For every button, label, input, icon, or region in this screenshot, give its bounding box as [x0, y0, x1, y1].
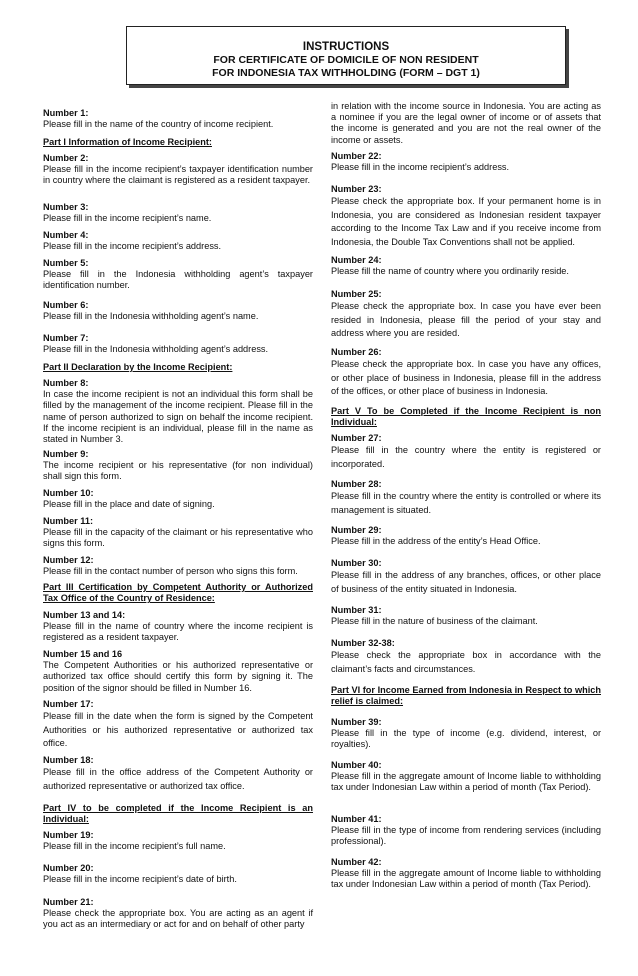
instruction-text: Please fill in the income recipient’s taxpayer identification number in country where the claimant is registered as a resident taxpayer.: [43, 164, 313, 186]
instruction-text: Please fill in the name of the country of income recipient.: [43, 119, 274, 130]
instruction-number-5: [43, 258, 313, 292]
instruction-text: Please fill in the income recipient’s address.: [331, 162, 510, 173]
instruction-text: Please fill in the contact number of person who signs this form.: [43, 566, 298, 577]
instruction-text: Please fill in the nature of business of the claimant.: [331, 616, 538, 627]
instruction-number-39: [331, 717, 601, 751]
instruction-number-7: [43, 333, 313, 355]
instruction-number-17: [43, 699, 313, 751]
instruction-number: Number 2:: [43, 153, 89, 163]
instruction-number-6: [43, 300, 313, 322]
instruction-number-2: [43, 153, 313, 187]
instruction-text: Please fill in the date when the form is signed by the Competent Authorities or his authorized representative or authorized tax office.: [43, 711, 313, 749]
header-subtitle-1: FOR CERTIFICATE OF DOMICILE OF NON RESIDENT: [213, 54, 479, 66]
instruction-text: Please fill in the Indonesia withholding agent’s address.: [43, 344, 269, 355]
instruction-number: Number 15 and 16: [43, 649, 123, 659]
instruction-text: Please fill in the capacity of the claimant or his representative who signs this form.: [43, 527, 313, 549]
instruction-number: Number 27:: [331, 433, 382, 443]
instruction-text: Please fill in the type of income from rendering services (including professional).: [331, 825, 601, 847]
instruction-number-27: [331, 433, 601, 471]
instruction-number-41: [331, 814, 601, 848]
instruction-number: Number 1:: [43, 108, 89, 118]
instruction-text: Please fill in the country where the entity is controlled or where its management is situated.: [331, 491, 601, 515]
instruction-number-21: [43, 897, 313, 931]
instruction-text: Please fill in the country where the entity is registered or incorporated.: [331, 445, 601, 469]
instruction-number-42: [331, 857, 601, 891]
instruction-number: Number 12:: [43, 555, 94, 565]
instruction-number-1: [43, 108, 313, 130]
instruction-text: Please fill in the aggregate amount of Income liable to withholding tax under Indonesian Law within a period of month (Tax Period).: [331, 868, 601, 890]
header-title: INSTRUCTIONS: [302, 41, 390, 53]
instruction-text: Please fill in the office address of the Competent Authority or authorized representative or authorized tax office.: [43, 767, 313, 791]
instruction-text: Please fill in the name of country where the income recipient is registered as a resident taxpayer.: [43, 621, 313, 643]
instruction-number-26: [331, 347, 601, 399]
instruction-number-9: [43, 449, 313, 483]
instruction-number: Number 22:: [331, 151, 382, 161]
instruction-number: Number 7:: [43, 333, 89, 343]
instruction-text: The income recipient or his representative (for non individual) shall sign this form.: [43, 460, 313, 482]
instruction-number: Number 13 and 14:: [43, 610, 126, 620]
instruction-text: Please check the appropriate box. In case you have any offices, or other place of business in Indonesia, please fill in the address of the offices, or other place of business in Indonesia.: [331, 359, 601, 397]
instruction-number-11: [43, 516, 313, 550]
instruction-text: Please fill in the type of income (e.g. dividend, interest, or royalties).: [331, 728, 601, 750]
instruction-number: Number 10:: [43, 488, 94, 498]
instruction-number: Number 26:: [331, 347, 382, 357]
part-2-heading: Part II Declaration by the Income Recipient:: [43, 362, 233, 372]
instruction-text: Please fill in the income recipient’s name.: [43, 213, 212, 224]
instruction-number-20: [43, 863, 313, 885]
instruction-text: Please check the appropriate box. If your permanent home is in Indonesia, you are considered as Indonesian resident taxpayer according to the Income Tax Law and if you receive income from Indonesia, the Double Tax Conventions shall not be applied.: [331, 196, 601, 247]
part-3-heading: Part III Certification by Competent Authority or Authorized Tax Office of the Country of Residence:: [43, 582, 313, 604]
instruction-number: Number 11:: [43, 516, 94, 526]
instruction-text: Please fill in the address of the entity’s Head Office.: [331, 536, 541, 547]
instruction-text: Please fill in the income recipient’s address.: [43, 241, 222, 252]
instruction-number: Number 19:: [43, 830, 94, 840]
instruction-number-19: [43, 830, 313, 852]
instruction-number: Number 20:: [43, 863, 94, 873]
instruction-number: Number 21:: [43, 897, 94, 907]
instruction-number: Number 29:: [331, 525, 382, 535]
instruction-number: Number 17:: [43, 699, 94, 709]
instruction-text: Please fill in the place and date of signing.: [43, 499, 215, 510]
instruction-number-31: [331, 605, 601, 627]
instruction-number: Number 42:: [331, 857, 382, 867]
instruction-number-40: [331, 760, 601, 794]
instruction-number: Number 40:: [331, 760, 382, 770]
instruction-text: Please check the appropriate box in accordance with the claimant’s facts and circumstances.: [331, 650, 601, 674]
instruction-text: The Competent Authorities or his authorized representative or authorized tax office should certify this form by signing it. The position of the signor should be filled in Number 16.: [43, 660, 313, 693]
instruction-number: Number 25:: [331, 289, 382, 299]
instruction-text: Please fill in the Indonesia withholding agent’s taxpayer identification number.: [43, 269, 313, 291]
instruction-text: In case the income recipient is not an individual this form shall be filled by the management of the income recipient. Please fill in the name of person authorized to sign on behalf the income recipient. If the income recipient is an individual, please fill in the name as stated in Number 3.: [43, 389, 313, 445]
instruction-text: Please fill the name of country where you ordinarily reside.: [331, 266, 569, 277]
instruction-number: Number 30:: [331, 558, 382, 568]
instruction-number: Number 23:: [331, 184, 382, 194]
instruction-number: Number 31:: [331, 605, 382, 615]
instruction-number-24: [331, 255, 601, 277]
instruction-number-28: [331, 479, 601, 517]
instruction-number-4: [43, 230, 313, 252]
instruction-number-30: [331, 558, 601, 596]
instruction-number-22: [331, 151, 601, 173]
instruction-text: Please check the appropriate box. In case you have ever been resided in Indonesia, please fill the period of your stay and address where you are resided.: [331, 301, 601, 339]
instruction-text: Please check the appropriate box. You are acting as an agent if you act as an intermediary or act for and on behalf of other party: [43, 908, 313, 930]
instruction-number: Number 3:: [43, 202, 89, 212]
instruction-number: Number 41:: [331, 814, 382, 824]
instruction-number-23: [331, 184, 601, 249]
instruction-text: Please fill in the aggregate amount of Income liable to withholding tax under Indonesian Law within a period of month (Tax Period).: [331, 771, 601, 793]
instruction-number-15-16: [43, 649, 313, 694]
part-6-heading: Part VI for Income Earned from Indonesia in Respect to which relief is claimed:: [331, 685, 601, 707]
instruction-number-10: [43, 488, 313, 510]
instruction-number-29: [331, 525, 601, 547]
instruction-21-continued: in relation with the income source in Indonesia. You are acting as a nominee if you are the legal owner of income or of assets that the income is generated and you are not the real owner of the income or assets.: [331, 101, 601, 145]
part-4-heading: Part IV to be completed if the Income Recipient is an Individual:: [43, 803, 313, 825]
instruction-number: Number 39:: [331, 717, 382, 727]
instruction-number-18: [43, 755, 313, 793]
part-5-heading: Part V To be Completed if the Income Recipient is non Individual:: [331, 406, 601, 428]
header-subtitle-2: FOR INDONESIA TAX WITHHOLDING (FORM – DGT 1): [212, 67, 480, 79]
instruction-number-25: [331, 289, 601, 341]
instruction-number: Number 5:: [43, 258, 89, 268]
instruction-text: Please fill in the income recipient’s full name.: [43, 841, 226, 852]
instruction-number: Number 28:: [331, 479, 382, 489]
instruction-number-8: [43, 378, 313, 445]
instruction-number: Number 9:: [43, 449, 89, 459]
instruction-text: Please fill in the address of any branches, offices, or other place of business of the entity situated in Indonesia.: [331, 570, 601, 594]
instruction-number: Number 8:: [43, 378, 89, 388]
part-1-heading: Part I Information of Income Recipient:: [43, 137, 212, 147]
instruction-number-3: [43, 202, 313, 224]
instruction-number: Number 32-38:: [331, 638, 395, 648]
instruction-number-12: [43, 555, 313, 577]
instruction-number: Number 4:: [43, 230, 89, 240]
instruction-text: Please fill in the income recipient’s date of birth.: [43, 874, 237, 885]
instruction-text: Please fill in the Indonesia withholding agent’s name.: [43, 311, 259, 322]
instructions-header-box: [126, 26, 566, 85]
instruction-number: Number 6:: [43, 300, 89, 310]
instruction-number: Number 18:: [43, 755, 94, 765]
instruction-number: Number 24:: [331, 255, 382, 265]
instruction-number-13-14: [43, 610, 313, 644]
instruction-number-32-38: [331, 638, 601, 676]
